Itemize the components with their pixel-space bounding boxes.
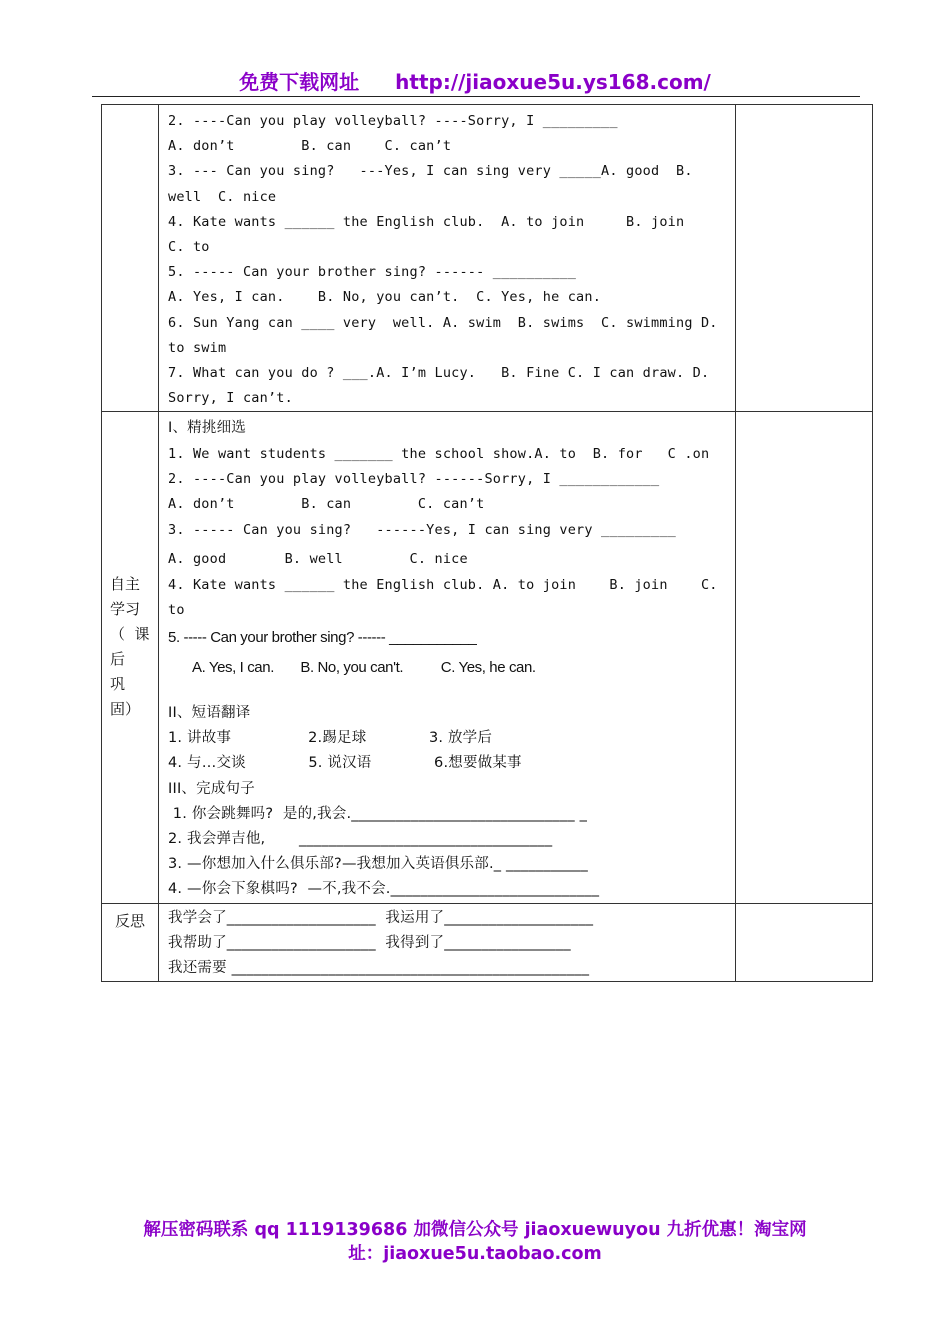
exercise-line: 4. Kate wants ______ the English club. A. to join B. join — [168, 213, 685, 230]
section-selfstudy-content — [159, 412, 736, 903]
exercise-line: 4. Kate wants ______ the English club. A. to join B. join C. — [168, 576, 718, 593]
exercise-line: 6. Sun Yang can ____ very well. A. swim B. swims C. swimming D. — [168, 314, 718, 331]
exercise-line: A. good B. well C. nice — [168, 551, 468, 568]
selfstudy-label-line: 巩 — [110, 675, 126, 694]
selfstudy-label-line: 固） — [110, 700, 141, 719]
footer-line[interactable]: 址：jiaoxue5u.taobao.com — [348, 1244, 602, 1264]
reflection-line: 我帮助了____________________ 我得到了_________________ — [168, 934, 571, 951]
exercise-line: 7. What can you do ? ___.A. I’m Lucy. B. Fine C. I can draw. D. — [168, 365, 710, 382]
exercise-line: A. don’t B. can C. can’t — [168, 138, 452, 155]
reflection-label: 反思 — [114, 911, 145, 930]
section-exercises-content — [159, 105, 736, 412]
part3-title: III、完成句子 — [168, 780, 255, 797]
selfstudy-label-line: 自主 — [110, 575, 141, 594]
selfstudy-label-line: （ 课 — [110, 625, 150, 644]
section-reflection-notes-cell — [736, 903, 873, 982]
section-reflection-row — [102, 903, 873, 982]
selfstudy-label-line: 后 — [110, 650, 126, 669]
exercise-line: to — [168, 601, 185, 618]
sentence-line: 2. 我会弹吉他, __________________________________ — [168, 831, 553, 848]
section-exercises-notes-cell — [736, 105, 873, 412]
header-divider — [92, 96, 860, 97]
exercise-line: A. Yes, I can. B. No, you can’t. C. Yes, he can. — [168, 289, 602, 306]
translation-line: 4. 与…交谈 5. 说汉语 6.想要做某事 — [168, 755, 522, 772]
section-selfstudy-notes-cell — [736, 412, 873, 903]
exercise-line: 3. --- Can you sing? ---Yes, I can sing very _____A. good B. — [168, 163, 693, 180]
footer-banner — [0, 1218, 950, 1266]
part2-title: II、短语翻译 — [168, 705, 251, 722]
sentence-line: 3. —你想加入什么俱乐部?—我想加入英语俱乐部._ ___________ — [168, 856, 588, 873]
section-exercises-label-cell — [102, 105, 159, 412]
reflection-line: 我学会了____________________ 我运用了____________________ — [168, 909, 594, 926]
exercise-line: 5. ----- Can your brother sing? ------ __________ — [168, 264, 577, 281]
selfstudy-label-line: 学习 — [110, 600, 141, 619]
worksheet-table — [101, 104, 873, 982]
reflection-line: 我还需要 ________________________________________________ — [168, 960, 590, 977]
exercise-line: to swim — [168, 339, 227, 356]
sentence-line: 4. —你会下象棋吗? —不,我不会.____________________________ — [168, 881, 600, 898]
section-reflection-content — [159, 903, 736, 982]
exercise-line-q5: 5. ----- Can your brother sing? ------ ___________ — [168, 629, 477, 647]
exercise-line: 2. ----Can you play volleyball? ----Sorry, I _________ — [168, 113, 618, 129]
section-reflection-label-cell — [102, 903, 159, 982]
header-label: 免费下载网址 — [239, 70, 360, 94]
section-selfstudy-row — [102, 412, 873, 903]
exercise-line: A. don’t B. can C. can’t — [168, 496, 485, 513]
header-url[interactable]: http://jiaoxue5u.ys168.com/ — [395, 70, 711, 94]
exercise-line: C. to — [168, 239, 210, 256]
exercise-line: well C. nice — [168, 188, 277, 205]
exercise-line: 3. ----- Can you sing? ------Yes, I can sing very _________ — [168, 522, 676, 539]
footer-line: 解压密码联系 qq 1119139686 加微信公众号 jiaoxuewuyou 九折优惠！淘宝网 — [143, 1220, 807, 1240]
sentence-line: 1. 你会跳舞吗? 是的,我会.______________________________ _ — [168, 805, 588, 822]
exercise-line: 1. We want students _______ the school show.A. to B. for C .on — [168, 445, 710, 462]
header-banner — [0, 66, 950, 95]
exercise-line: Sorry, I can’t. — [168, 390, 293, 407]
part1-title: I、精挑细选 — [168, 420, 246, 437]
exercise-line-q5-options: A. Yes, I can. B. No, you can't. C. Yes, he can. — [192, 659, 536, 677]
section-exercises-row — [102, 105, 873, 412]
translation-line: 1. 讲故事 2.踢足球 3. 放学后 — [168, 730, 493, 747]
exercise-line: 2. ----Can you play volleyball? ------Sorry, I ____________ — [168, 470, 660, 487]
section-selfstudy-label-cell — [102, 412, 159, 903]
